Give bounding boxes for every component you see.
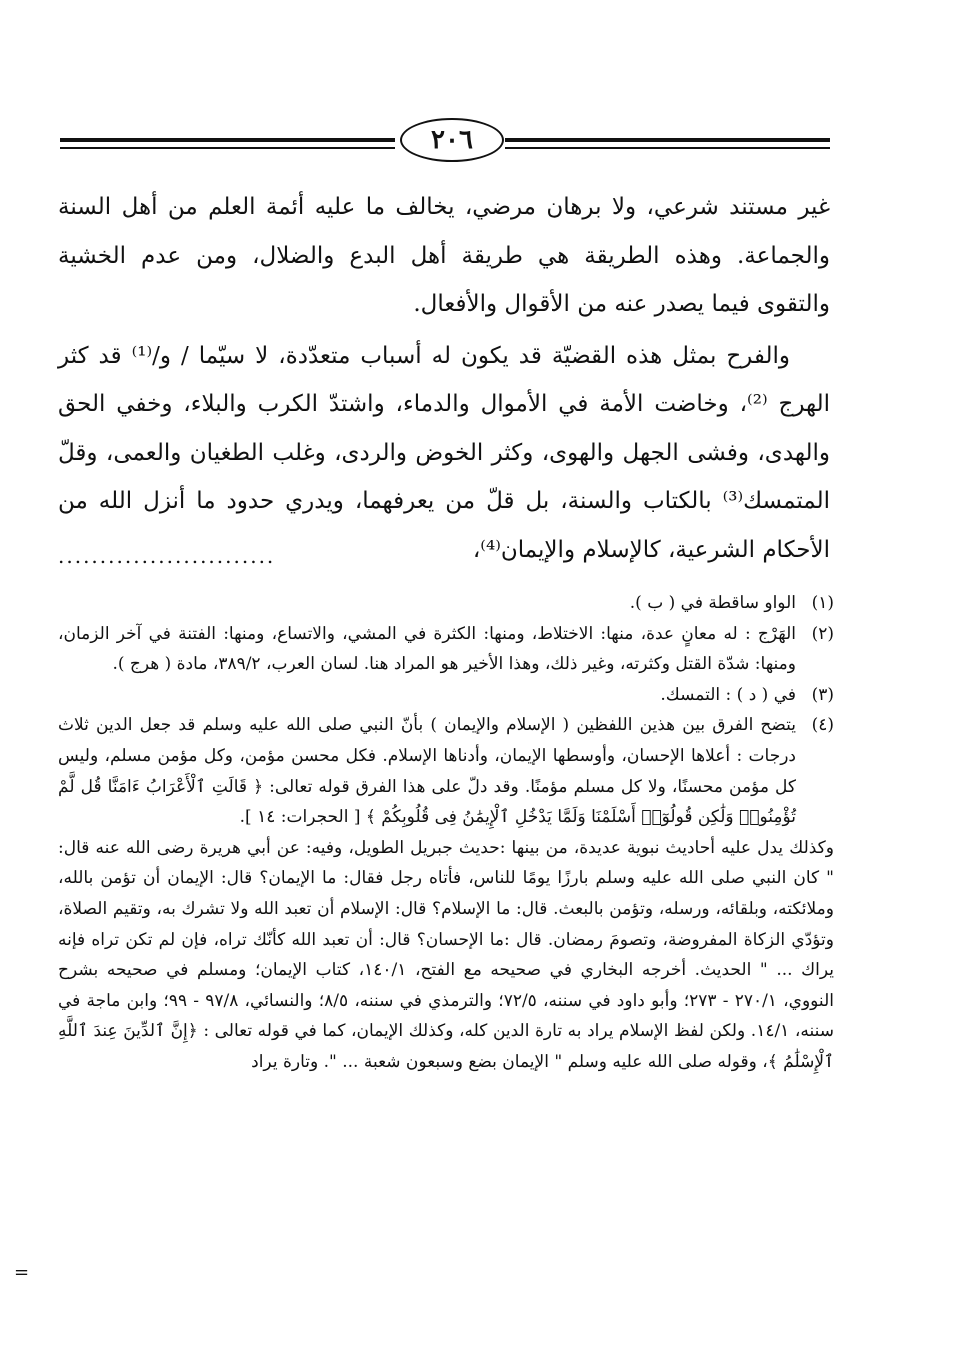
footnote-number: (٢): [811, 623, 834, 644]
footnote-text: الواو ساقطة في ( ب ).: [629, 593, 796, 613]
page-header: [0, 110, 974, 170]
footnote-2: [58, 619, 834, 680]
dotted-separator: ..........................: [58, 544, 276, 568]
footnote-number: (٤): [811, 715, 834, 736]
main-text: [58, 183, 830, 574]
footnote-number: (٣): [811, 684, 834, 705]
paragraph-1: غير مستند شرعي، ولا برهان مرضي، يخالف ما عليه أئمة العلم من أهل السنة والجماعة. وهذه الطريقة هي طريقة أهل البدع والضلال، ومن عدم الخشية والتقوى فيما يصدر عنه من الأقوال والأفعال.: [58, 194, 830, 317]
footnote-text: يتضح الفرق بين هذين اللفظين ( الإسلام والإيمان ) بأنّ النبي صلى الله عليه وسلم قد جعل الدين ثلاث درجات : أعلاها الإحسان، وأوسطها الإيمان، وأدناها الإسلام. فكل محسن مؤمن، وكل مؤمن مسلم، وليس كل مؤمن محسنًا، ولا كل مسلم مؤمنًا. وقد دلّ على هذا الفرق قوله تعالى: ﴿ قَالَتِ ٱلْأَعْرَابُ ءَامَنَّا قُل لَّمْ تُؤْمِنُوا۟ وَلَٰكِن قُولُوٓا۟ أَسْلَمْنَا وَلَمَّا يَدْخُلِ ٱلْإِيمَٰنُ فِى قُلُوبِكُمْ ﴾ [ الحجرات: ١٤ ].: [58, 715, 796, 828]
footnote-number: (١): [811, 593, 834, 613]
continuation-mark: =: [14, 1262, 30, 1283]
footnote-3: [58, 680, 834, 711]
paragraph-2: والفرح بمثل هذه القضيّة قد يكون له أسباب متعدّدة، لا سيّما / و/⁽¹⁾ قد كثر الهرج ⁽²⁾، وخاضت الأمة في الأموال والدماء، واشتدّ الكرب والبلاء، وخفي الحق والهدى، وفشى الجهل والهوى، وكثر الخوض والردى، وغلب الطغيان والعمى، وقلّ المتمسك⁽³⁾ بالكتاب والسنة، بل قلّ من يعرفهما، ويدري حدود ما أنزل الله من الأحكام الشرعية، كالإسلام والإيمان⁽⁴⁾،: [58, 342, 831, 563]
footnote-4: [58, 710, 834, 832]
header-rule-right: [505, 138, 830, 142]
footnote-text: الهَرْج : له معانٍ عدة، منها: الاختلاط، ومنها: الكثرة في المشي، والاتساع، ومنها: الفتنة في آخر الزمان، ومنها: شدّة القتل وكثرته، وغير ذلك، وهذا الأخير هو المراد هنا. لسان العرب، ٣٨٩/٢، مادة ( هرج ).: [58, 623, 796, 675]
footnotes: [58, 588, 834, 1078]
header-rule-left: [60, 138, 395, 142]
footnote-text: في ( د ) : التمسك.: [660, 684, 796, 705]
footnote-1: [58, 588, 834, 619]
footnote-4-continuation: وكذلك يدل عليه أحاديث نبوية عديدة، من بينها :حديث جبريل الطويل، وفيه: عن أبي هريرة رضى الله عنه قال: " كان النبي صلى الله عليه وسلم بارزًا يومًا للناس، فأتاه رجل فقال: ما الإيمان؟ قال: الإيمان أن تؤمن بالله، وملائكته، وبلقائه، ورسله، وتؤمن بالبعث. قال: ما الإسلام؟ قال: الإسلام أن تعبد الله ولا تشرك به، وتقيم الصلاة، وتؤدّي الزكاة المفروضة، وتصومَ رمضان. قال :ما الإحسان؟ قال: أن تعبد الله كأنّك تراه، فإن لم تكن تراه فإنه يراك ... " الحديث. أخرجه البخاري في صحيحه مع الفتح، ١٤٠/١، كتاب الإيمان؛ ومسلم في صحيحه بشرح النووي، ٢٧٠/١ - ٢٧٣؛ وأبو داود في سننه، ٧٢/٥؛ والترمذي في سننه، ٨/٥؛ والنسائي، ٩٧/٨ - ٩٩؛ وابن ماجة في سننه، ١٤/١. ولكن لفظ الإسلام يراد به تارة الدين كله، وكذلك الإيمان، كما في قوله تعالى : ﴿إِنَّ ٱلدِّينَ عِندَ ٱللَّهِ ٱلْإِسْلَٰمُ ﴾، وقوله صلى الله عليه وسلم " الإيمان بضع وسبعون شعبة ... ". وتارة يراد: [58, 837, 835, 1072]
page-number: ٢٠٦: [400, 118, 504, 162]
